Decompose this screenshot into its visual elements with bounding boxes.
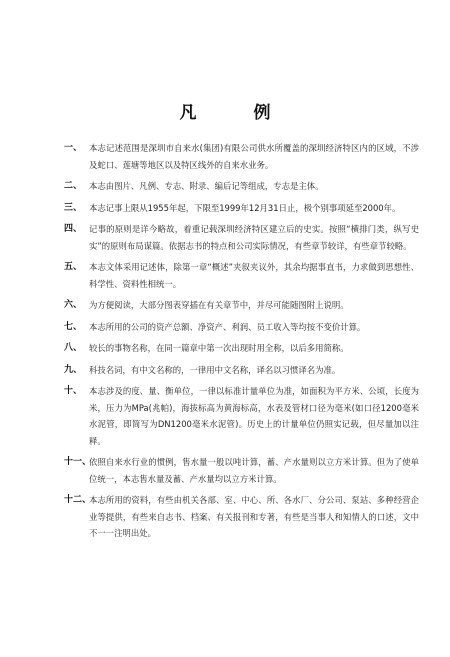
rule-number: 五、 — [64, 262, 83, 272]
rules-list — [64, 140, 419, 547]
rule-item-8 — [64, 340, 419, 357]
rule-number: 六、 — [64, 300, 83, 310]
rule-item-9 — [64, 362, 419, 379]
rule-number: 十一、 — [64, 457, 92, 467]
rule-number: 七、 — [64, 321, 83, 332]
rule-number: 四、 — [64, 224, 83, 234]
rule-text: 本志文体采用记述体，除第一章“概述”夹叙夹议外，其余均据事直书，力求做到思想性、科学性、资料性相统一。 — [89, 262, 419, 289]
rule-number: 十、 — [64, 386, 83, 396]
rule-number: 二、 — [64, 181, 83, 191]
rule-number: 八、 — [64, 343, 83, 353]
rule-number: 一、 — [64, 143, 83, 153]
rule-item-6 — [64, 297, 419, 314]
rule-text: 本志记述范围是深圳市自来水(集团)有限公司供水所覆盖的深圳经济特区内的区域，不涉及蛇口、莲塘等地区以及特区线外的自来水业务。 — [89, 143, 419, 170]
rule-text: 较长的事物名称，在同一篇章中第一次出现时用全称，以后多用简称。 — [89, 343, 349, 353]
rule-text: 本志涉及的度、量、衡单位，一律以标准计量单位为准，如面积为平方米、公顷，长度为米，压力为MPa(兆帕)，海拔标高为黄海标高，水表及管材口径为毫米(如口径1200毫米水泥管，即简写为DN1200毫米水泥管)。历史上的计量单位仍照实记载，但尽量加以注释。 — [89, 386, 419, 446]
rule-item-1 — [64, 140, 419, 173]
rule-text: 本志所用的资料，有些由机关各部、室、中心、所、各水厂、分公司、泵站、多种经营企业等提供，有些来自志书、档案、有关报刊和专著，有些是当事人和知情人的口述，文中不一一注明出处。 — [89, 495, 419, 538]
rule-item-10 — [64, 383, 419, 449]
rule-text: 记事的原则是详今略故，着重记载深圳经济特区建立后的史实。按照“横排门类，纵写史实”的原则布局谋篇。依据志书的特点和公司实际情况，有些章节较详，有些章节较略。 — [89, 224, 419, 251]
rule-item-11 — [64, 454, 419, 487]
rule-text: 科技名词，有中文名称的，一律用中文名称，译名以习惯译名为准。 — [89, 364, 341, 375]
page-title: 凡 例 — [179, 103, 291, 123]
rule-number: 十二、 — [64, 495, 92, 505]
rule-text: 依照自来水行业的惯例，售水量一般以吨计算，蓄、产水量则以立方米计算。但为了使单位统一，本志售水量及蓄、产水量均以立方米计算。 — [89, 457, 419, 484]
rule-item-7 — [64, 319, 419, 336]
rule-item-4 — [64, 221, 419, 254]
rule-number: 九、 — [64, 364, 83, 375]
rule-text: 本志记事上限从1955年起，下限至1999年12月31日止，极个别事项延至2000年。 — [89, 202, 401, 213]
rule-item-3 — [64, 200, 419, 217]
rule-item-2 — [64, 178, 419, 195]
rule-number: 三、 — [64, 202, 83, 213]
rule-item-12 — [64, 492, 419, 542]
rule-text: 本志由图片、凡例、专志、附录、编后记等组成，专志是主体。 — [89, 181, 324, 191]
rule-item-5 — [64, 259, 419, 292]
rule-text: 为方便阅读，大部分图表穿插在有关章节中，并尽可能随图附上说明。 — [89, 300, 349, 310]
rule-text: 本志所用的公司的资产总额、净资产、利润、员工收入等均按不变价计算。 — [89, 321, 366, 332]
